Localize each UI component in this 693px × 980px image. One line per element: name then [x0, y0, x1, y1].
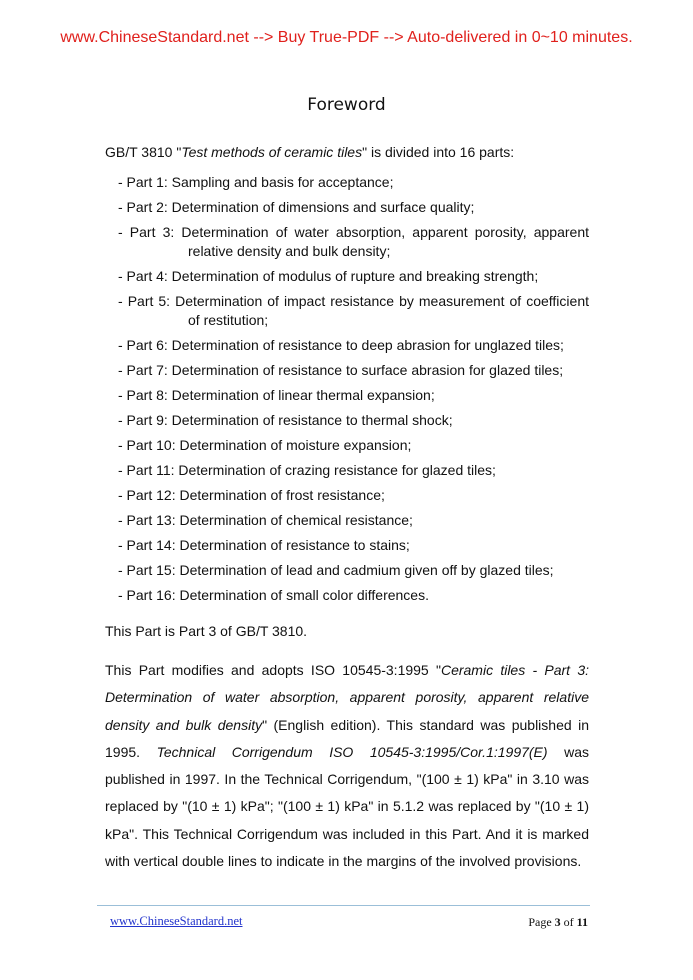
- footer-website-link[interactable]: www.ChineseStandard.net: [110, 914, 243, 928]
- list-item: - Part 10: Determination of moisture expansion;: [118, 437, 412, 453]
- list-item: - Part 8: Determination of linear thermal expansion;: [118, 387, 435, 403]
- current-page: 3: [554, 915, 561, 929]
- scope-statement: This Part is Part 3 of GB/T 3810.: [105, 623, 308, 639]
- intro-text: [105, 144, 514, 160]
- list-item: - Part 11: Determination of crazing resistance for glazed tiles;: [118, 462, 496, 478]
- paragraph-text: " (English edition). This standard was published in 1995.: [105, 716, 589, 760]
- parts-list: [118, 173, 589, 611]
- list-item: - Part 13: Determination of chemical resistance;: [118, 512, 413, 528]
- list-item: - Part 16: Determination of small color differences.: [118, 587, 429, 603]
- page-title: Foreword: [307, 95, 386, 115]
- promo-banner-link[interactable]: www.ChineseStandard.net --> Buy True-PDF --> Auto-delivered in 0~10 minutes.: [60, 29, 633, 46]
- list-item: - Part 1: Sampling and basis for acceptance;: [118, 174, 394, 190]
- list-item: - Part 15: Determination of lead and cadmium given off by glazed tiles;: [118, 562, 554, 578]
- list-item: - Part 4: Determination of modulus of rupture and breaking strength;: [118, 268, 539, 284]
- of-label: of: [563, 915, 574, 929]
- page-label: Page: [528, 915, 552, 929]
- list-item: - Part 9: Determination of resistance to thermal shock;: [118, 412, 453, 428]
- total-pages: 11: [576, 915, 588, 929]
- list-item: - Part 6: Determination of resistance to deep abrasion for unglazed tiles;: [118, 337, 564, 353]
- paragraph-italic-title: Ceramic tiles - Part 3: Determination of water absorption, apparent porosity, apparent relative density and bulk density: [105, 662, 590, 733]
- intro-italic-title: Test methods of ceramic tiles: [181, 144, 363, 160]
- list-item: - Part 3: Determination of water absorption, apparent porosity, apparent relative density and bulk density;: [118, 224, 589, 259]
- list-item: - Part 14: Determination of resistance to stains;: [118, 537, 410, 553]
- intro-post: " is divided into 16 parts:: [362, 144, 515, 160]
- paragraph-text: was published in 1997. In the Technical Corrigendum, "(100 ± 1) kPa" in 3.10 was replaced by "(10 ± 1) kPa"; "(100 ± 1) kPa" in 5.1.2 was replaced by "(10 ± 1) kPa". This Technical Corrigendum was included in this Part. And it is marked with vertical double lines to indicate in the margins of the involved provisions.: [105, 743, 589, 870]
- paragraph-italic-corrigendum: Technical Corrigendum ISO 10545-3:1995/Cor.1:1997(E): [156, 743, 548, 760]
- adoption-paragraph: [105, 657, 589, 875]
- paragraph-text: This Part modifies and adopts ISO 10545-3:1995 ": [105, 662, 441, 678]
- list-item: - Part 5: Determination of impact resistance by measurement of coefficient of restitution;: [118, 293, 589, 328]
- list-item: - Part 2: Determination of dimensions and surface quality;: [118, 199, 475, 215]
- list-item: - Part 7: Determination of resistance to surface abrasion for glazed tiles;: [118, 362, 564, 378]
- footer-divider: [97, 905, 590, 906]
- page-number: [528, 915, 588, 930]
- list-item: - Part 12: Determination of frost resistance;: [118, 487, 385, 503]
- intro-pre: GB/T 3810 ": [105, 144, 182, 160]
